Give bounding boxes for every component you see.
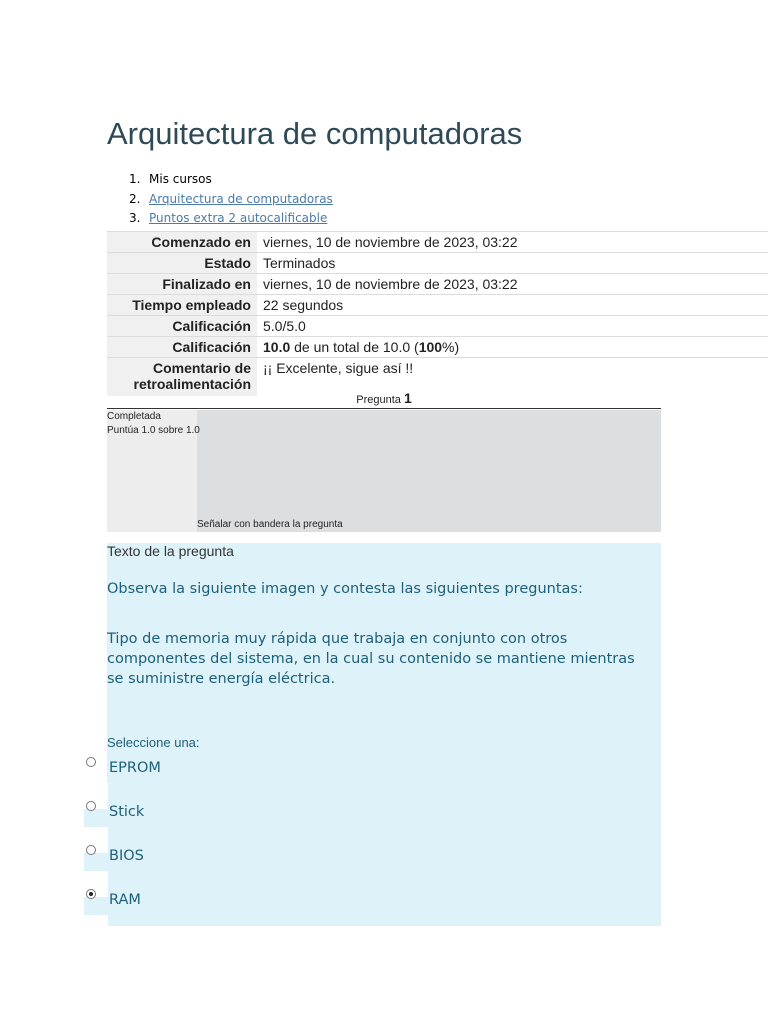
answer-label[interactable]: BIOS	[109, 848, 144, 864]
summary-label: Calificación	[107, 337, 257, 358]
question-line-1: Tipo de memoria muy rápida que trabaja en conjunto con otros	[107, 631, 568, 647]
summary-row-state	[107, 253, 768, 274]
question-intro: Observa la siguiente imagen y contesta las siguientes preguntas:	[107, 581, 583, 597]
summary-value: ¡¡ Excelente, sigue así !!	[257, 358, 768, 397]
summary-value: 5.0/5.0	[257, 316, 768, 337]
summary-label: Comenzado en	[107, 232, 257, 253]
answer-option-ram[interactable]	[84, 892, 661, 941]
question-label: Pregunta	[356, 394, 401, 406]
answer-radio-selected[interactable]	[86, 889, 96, 899]
question-text-panel	[107, 543, 661, 783]
summary-value: viernes, 10 de noviembre de 2023, 03:22	[257, 274, 768, 295]
answer-option-stick[interactable]	[84, 804, 661, 853]
question-text-header: Texto de la pregunta	[107, 543, 234, 559]
summary-row-time	[107, 295, 768, 316]
question-line-2: componentes del sistema, en la cual su contenido se mantiene mientras	[107, 651, 635, 667]
question-state: Completada	[107, 411, 161, 422]
breadcrumb-item-quiz	[108, 211, 333, 231]
breadcrumb-item-my-courses	[108, 172, 333, 192]
summary-label: Comentario de retroalimentación	[107, 358, 257, 397]
question-line-3: se suministre energía eléctrica.	[107, 671, 336, 687]
select-one-prompt: Seleccione una:	[107, 735, 200, 750]
page-title: Arquitectura de computadoras	[107, 116, 523, 151]
question-number: 1	[403, 390, 412, 406]
question-info-panel	[107, 410, 661, 532]
answer-option-eprom[interactable]	[84, 760, 661, 809]
summary-label: Calificación	[107, 316, 257, 337]
answer-radio[interactable]	[86, 845, 96, 855]
breadcrumb-link-quiz[interactable]: Puntos extra 2 autocalificable	[149, 211, 328, 225]
breadcrumb-link-course[interactable]: Arquitectura de computadoras	[149, 191, 333, 206]
summary-row-started	[107, 232, 768, 253]
summary-row-finished	[107, 274, 768, 295]
option-gutter	[84, 915, 108, 941]
breadcrumb-number: 3.	[129, 211, 141, 225]
breadcrumb-number: 2.	[129, 191, 141, 206]
question-header	[107, 390, 661, 409]
summary-label: Finalizado en	[107, 274, 257, 295]
grade-score: 10.0	[263, 339, 291, 355]
flag-question-link[interactable]: Señalar con bandera la pregunta	[197, 519, 343, 530]
summary-value: Terminados	[257, 253, 768, 274]
summary-value: viernes, 10 de noviembre de 2023, 03:22	[257, 232, 768, 253]
answer-options	[84, 760, 661, 926]
summary-label: Estado	[107, 253, 257, 274]
summary-value	[257, 337, 768, 358]
grade-percent: 100	[418, 339, 443, 355]
answer-label[interactable]: RAM	[109, 892, 141, 908]
summary-row-marks	[107, 316, 768, 337]
summary-value: 22 segundos	[257, 295, 768, 316]
grade-total: de un total de 10.0 (	[290, 339, 419, 355]
summary-row-grade	[107, 337, 768, 358]
breadcrumb	[108, 172, 333, 231]
answer-radio[interactable]	[86, 757, 96, 767]
breadcrumb-label: Mis cursos	[149, 172, 212, 186]
answer-label[interactable]: Stick	[109, 804, 145, 820]
breadcrumb-item-course	[108, 192, 333, 212]
summary-label: Tiempo empleado	[107, 295, 257, 316]
answer-label[interactable]: EPROM	[109, 760, 161, 776]
grade-percent-suffix: %)	[442, 339, 460, 355]
attempt-summary-table	[107, 231, 768, 396]
answer-option-bios[interactable]	[84, 848, 661, 897]
breadcrumb-number: 1.	[129, 172, 141, 186]
answer-radio[interactable]	[86, 801, 96, 811]
question-grade: Puntúa 1.0 sobre 1.0	[107, 425, 200, 436]
